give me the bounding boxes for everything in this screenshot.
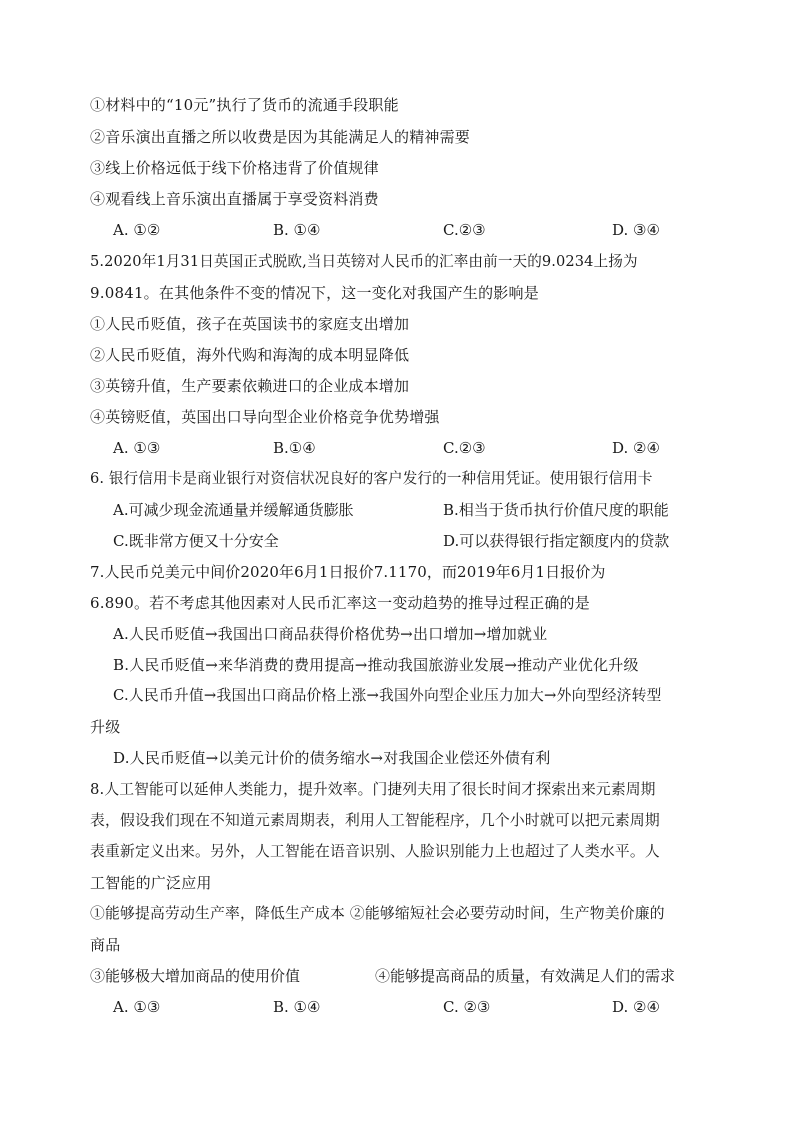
q5-statement-1: ①人民币贬值，孩子在英国读书的家庭支出增加	[90, 315, 410, 333]
q4-option-b: B. ①④	[273, 221, 321, 239]
q4-options	[0, 220, 794, 240]
q5-option-d: D. ②④	[612, 439, 660, 457]
q8-option-d: D. ②④	[612, 998, 660, 1016]
q8-statements-3-4	[0, 966, 794, 986]
q8-option-c: C. ②③	[443, 998, 491, 1016]
q7-stem-line-1: 7.人民币兑美元中间价2020年6月1日报价7.1170，而2019年6月1日报价为	[90, 563, 606, 581]
q6-option-a: A.可减少现金流通量并缓解通货膨胀	[113, 501, 354, 519]
q5-option-c: C.②③	[443, 439, 486, 457]
q7-option-a: A.人民币贬值→我国出口商品获得价格优势→出口增加→增加就业	[113, 625, 548, 643]
q5-statement-2: ②人民币贬值，海外代购和海淘的成本明显降低	[90, 346, 410, 364]
q8-statement-2-cont: 商品	[90, 936, 121, 954]
q4-statement-2: ②音乐演出直播之所以收费是因为其能满足人的精神需要	[90, 128, 471, 146]
q8-stem-line-1: 8.人工智能可以延伸人类能力，提升效率。门捷列夫用了很长时间才探索出来元素周期	[90, 781, 656, 798]
q8-options	[0, 997, 794, 1017]
q4-statement-4: ④观看线上音乐演出直播属于享受资料消费	[90, 190, 379, 208]
q8-option-a: A. ①③	[113, 998, 161, 1016]
q5-statement-3: ③英镑升值，生产要素依赖进口的企业成本增加	[90, 377, 410, 395]
q6-options-row-1	[0, 500, 794, 520]
q5-stem-line-2: 9.0841。在其他条件不变的情况下，这一变化对我国产生的影响是	[90, 284, 539, 302]
q7-option-d: D.人民币贬值→以美元计价的债务缩水→对我国企业偿还外债有利	[113, 749, 551, 767]
q4-statement-1: ①材料中的“10元”执行了货币的流通手段职能	[90, 96, 399, 114]
q8-statement-1-2: ①能够提高劳动生产率，降低生产成本 ②能够缩短社会必要劳动时间，生产物美价廉的	[90, 905, 665, 922]
q8-statement-4: ④能够提高商品的质量，有效满足人们的需求	[375, 967, 676, 985]
q4-statement-3: ③线上价格远低于线下价格违背了价值规律	[90, 159, 379, 177]
q6-options-row-2	[0, 531, 794, 551]
q5-statement-4: ④英镑贬值，英国出口导向型企业价格竞争优势增强	[90, 408, 440, 426]
q7-option-c-line-1: C.人民币升值→我国出口商品价格上涨→我国外向型企业压力加大→外向型经济转型	[113, 687, 662, 704]
q7-option-b: B.人民币贬值→来华消费的费用提高→推动我国旅游业发展→推动产业优化升级	[113, 656, 639, 674]
q7-option-c-line-2: 升级	[90, 718, 121, 736]
q5-option-a: A. ①③	[113, 439, 161, 457]
q8-stem-line-3: 表重新定义出来。另外，人工智能在语音识别、人脸识别能力上也超过了人类水平。人	[90, 843, 660, 860]
q6-option-b: B.相当于货币执行价值尺度的职能	[443, 501, 669, 519]
q6-option-d: D.可以获得银行指定额度内的贷款	[443, 532, 670, 550]
q8-stem-line-2: 表，假设我们现在不知道元素周期表，利用人工智能程序，几个小时就可以把元素周期	[90, 812, 660, 829]
q8-option-b: B. ①④	[273, 998, 321, 1016]
q4-option-d: D. ③④	[612, 221, 660, 239]
q8-stem-line-4: 工智能的广泛应用	[90, 874, 212, 892]
q4-option-a: A. ①②	[113, 221, 161, 239]
q6-stem-line-1: 6. 银行信用卡是商业银行对资信状况良好的客户发行的一种信用凭证。使用银行信用卡	[90, 470, 653, 487]
q5-option-b: B.①④	[273, 439, 316, 457]
q5-stem-line-1: 5.2020年1月31日英国正式脱欧,当日英镑对人民币的汇率由前一天的9.0234上扬为	[90, 253, 638, 270]
q7-stem-line-2: 6.890。若不考虑其他因素对人民币汇率这一变动趋势的推导过程正确的是	[90, 594, 590, 612]
q5-options	[0, 438, 794, 458]
q4-option-c: C.②③	[443, 221, 486, 239]
q8-statement-3: ③能够极大增加商品的使用价值	[90, 967, 301, 985]
q6-option-c: C.既非常方便又十分安全	[113, 532, 279, 550]
